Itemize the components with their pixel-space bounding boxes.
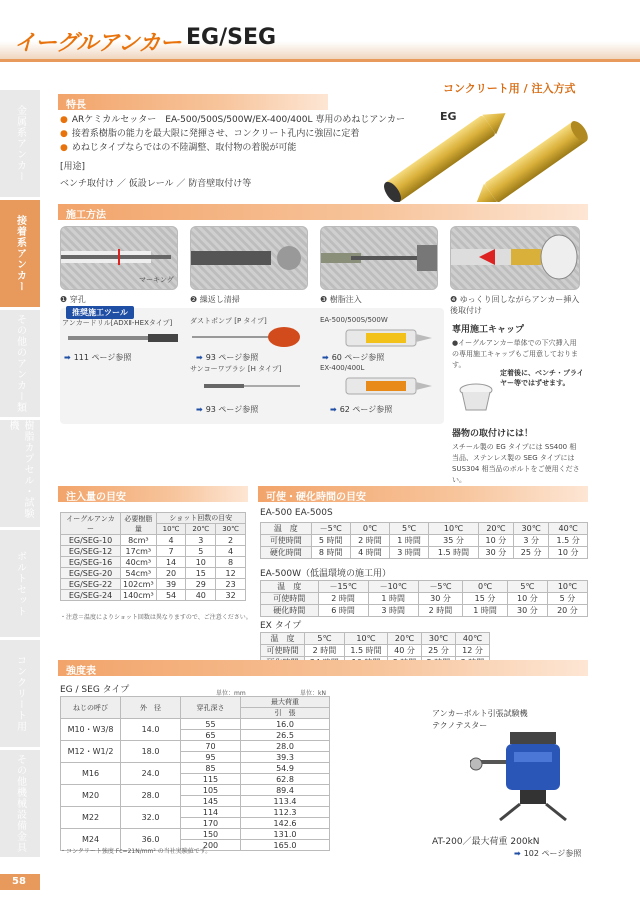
cell-shots: 4: [216, 546, 246, 557]
cure-cell: 30℃: [421, 633, 455, 645]
section-cure-title: 可使・硬化時間の目安: [266, 492, 366, 503]
cure-cell: 35 分: [429, 535, 479, 547]
cure-cell: －5℃: [311, 523, 350, 535]
cell-pull: 142.6: [241, 818, 330, 829]
cure-cell: 12 分: [455, 645, 489, 657]
cure-cell: 5℃: [507, 581, 547, 593]
cure-cell: 25 分: [514, 547, 549, 559]
section-method-title: 施工方法: [66, 210, 106, 221]
drill-image: [68, 330, 180, 344]
cell-depth: 105: [181, 785, 241, 796]
tool-ex-ref[interactable]: ➡ 62 ページ参照: [330, 405, 393, 414]
cure-cell: 40℃: [549, 523, 588, 535]
cell-depth: 65: [181, 730, 241, 741]
cell-name: EG/SEG-16: [61, 557, 121, 568]
cell-name: EG/SEG-24: [61, 590, 121, 601]
product-label: EG: [440, 110, 457, 123]
cure-cell: 30℃: [514, 523, 549, 535]
cure-cell: 1 時間: [368, 593, 418, 605]
cell-pull: 16.0: [241, 719, 330, 730]
feature-item: ● めねじタイプならではの不陸調整、取付物の着脱が可能: [60, 143, 297, 153]
step4-photo: [450, 226, 580, 290]
table-row: [261, 523, 588, 535]
cure-cell: 0℃: [463, 581, 508, 593]
table-row: [61, 829, 330, 840]
section-method-bar: [58, 204, 588, 220]
fix-heading: 器物の取付けには！: [452, 429, 534, 439]
col-need: 必要樹脂量: [121, 513, 157, 535]
step1-photo: [60, 226, 178, 290]
step3-photo: [320, 226, 438, 290]
cure-cell: －15℃: [318, 581, 368, 593]
cell-dia: 28.0: [121, 785, 181, 807]
table-row: [61, 785, 330, 796]
injection-note: ・注意＝温度によりショット回数は異なりますので、ご注意ください。: [60, 614, 252, 621]
row-label: 可使時間: [261, 593, 319, 605]
cell-pull: 112.3: [241, 807, 330, 818]
sidebar-tab[interactable]: その他機械設備金具: [0, 750, 40, 858]
cure-cell: 10℃: [344, 633, 387, 645]
cell-name: EG/SEG-10: [61, 535, 121, 546]
cell-pull: 28.0: [241, 741, 330, 752]
cure-cell: 3 時間: [390, 547, 429, 559]
cure-table-title: EX タイプ: [260, 621, 302, 631]
sidebar-tab[interactable]: コンクリート用: [0, 640, 40, 748]
cap-note: 定着後に、ベンチ・プライヤー等ではずせます。: [500, 369, 584, 387]
fix-text: スチール製の EG タイプには SS400 相当品、ステンレス製の SEG タイプには SUS304 相当品のボルトをご使用ください。: [452, 443, 580, 484]
cure-cell: 2 時間: [418, 605, 463, 617]
col-screw: ねじの呼び: [61, 697, 121, 719]
temp-col: 10℃: [156, 524, 186, 535]
cell-depth: 150: [181, 829, 241, 840]
cell-shots: 40: [186, 590, 216, 601]
ex-cartridge-image: [336, 374, 436, 398]
table-row: [261, 581, 588, 593]
cure-cell: 2 時間: [318, 593, 368, 605]
cell-pull: 113.4: [241, 796, 330, 807]
page-number: 58: [0, 874, 40, 890]
col-pull: 引 張: [241, 708, 330, 719]
cell-name: EG/SEG-20: [61, 568, 121, 579]
cure-table-title: EA-500W（低温環境の施工用）: [260, 569, 391, 579]
cell-depth: 114: [181, 807, 241, 818]
cell-depth: 145: [181, 796, 241, 807]
cell-pull: 62.8: [241, 774, 330, 785]
marking-label: マーキング: [139, 276, 174, 284]
cell-depth: 200: [181, 840, 241, 851]
cap-image: [456, 378, 496, 416]
cure-cell: 30 分: [507, 605, 547, 617]
recommended-tools-pill: 推奨施工ツール: [66, 306, 134, 319]
tester-ref[interactable]: ➡ 102 ページ参照: [514, 849, 582, 858]
ea-cartridge-image: [336, 326, 436, 350]
product-title: イーグルアンカー: [14, 31, 181, 56]
cell-vol: 140cm³: [121, 590, 157, 601]
cure-cell: 1.5 分: [549, 535, 588, 547]
cell-shots: 12: [216, 568, 246, 579]
cure-cell: 1.5 時間: [344, 645, 387, 657]
cure-cell: 40 分: [387, 645, 421, 657]
row-label: 可使時間: [261, 645, 305, 657]
cure-cell: 3 時間: [368, 605, 418, 617]
cure-cell: 20℃: [478, 523, 513, 535]
cell-shots: 23: [216, 579, 246, 590]
tool-drill-ref[interactable]: ➡ 111 ページ参照: [64, 353, 132, 362]
cell-shots: 8: [216, 557, 246, 568]
cell-shots: 7: [156, 546, 186, 557]
cell-shots: 54: [156, 590, 186, 601]
cure-cell: 0℃: [350, 523, 389, 535]
product-subtitle: コンクリート用 / 注入方式: [443, 82, 576, 95]
cell-dia: 24.0: [121, 763, 181, 785]
row-label: 温 度: [261, 523, 312, 535]
table-row: [61, 546, 246, 557]
cap-heading: 専用施工キャップ: [452, 325, 525, 335]
cell-screw: M24: [61, 829, 121, 851]
tester-model: AT-200／最大荷重 200kN: [432, 837, 540, 847]
injection-table: [60, 512, 246, 601]
row-label: 温 度: [261, 633, 305, 645]
cell-shots: 20: [156, 568, 186, 579]
cell-depth: 95: [181, 752, 241, 763]
section-features-bar: [58, 94, 328, 110]
cell-vol: 8cm³: [121, 535, 157, 546]
cure-cell: 3 分: [514, 535, 549, 547]
table-row: [61, 741, 330, 752]
cell-vol: 102cm³: [121, 579, 157, 590]
step-4-label: ❹ ゆっくり回しながらアンカー挿入後取付け: [450, 295, 580, 315]
cure-table-title: EA-500 EA-500S: [260, 508, 333, 518]
brush-image: [204, 378, 304, 394]
cure-cell: 5 時間: [311, 535, 350, 547]
cell-depth: 70: [181, 741, 241, 752]
cell-vol: 54cm³: [121, 568, 157, 579]
row-label: 可使時間: [261, 535, 312, 547]
product-model: EG/SEG: [186, 25, 277, 50]
cure-cell: 20 分: [547, 605, 587, 617]
section-injection-bar: [58, 486, 248, 502]
cell-shots: 5: [186, 546, 216, 557]
unit-kn: 単位：kN: [300, 690, 326, 697]
step-2-label: ❷ 繰返し清掃: [190, 295, 240, 304]
cell-dia: 36.0: [121, 829, 181, 851]
table-row: [61, 719, 330, 730]
section-injection-title: 注入量の目安: [66, 492, 126, 503]
cure-cell: 30 分: [478, 547, 513, 559]
col-anchor: イーグルアンカー: [61, 513, 121, 535]
unit-mm: 単位：mm: [216, 690, 246, 697]
table-row: [261, 645, 490, 657]
cell-depth: 85: [181, 763, 241, 774]
cell-shots: 14: [156, 557, 186, 568]
cell-shots: 39: [156, 579, 186, 590]
cure-cell: 25 分: [421, 645, 455, 657]
cell-vol: 40cm³: [121, 557, 157, 568]
cell-shots: 10: [186, 557, 216, 568]
cure-cell: 5 分: [547, 593, 587, 605]
sidebar-tab[interactable]: その他のアンカー類: [0, 310, 40, 418]
cure-table: [260, 580, 588, 617]
col-shots: ショット回数の目安: [156, 513, 245, 524]
strength-table: [60, 696, 330, 851]
cell-dia: 14.0: [121, 719, 181, 741]
cell-depth: 115: [181, 774, 241, 785]
cell-pull: 89.4: [241, 785, 330, 796]
cure-cell: 10 分: [549, 547, 588, 559]
use-text: ベンチ取付け ／ 仮設レール ／ 防音壁取付け等: [60, 179, 252, 189]
col-depth: 穿孔深さ: [181, 697, 241, 719]
cure-cell: 5℃: [304, 633, 344, 645]
cure-cell: 10 分: [507, 593, 547, 605]
feature-item: ● 接着系樹脂の能力を最大限に発揮させ、コンクリート孔内に強固に定着: [60, 129, 360, 139]
tool-ex-name: EX-400/400L: [320, 364, 365, 372]
col-max: 最大荷重: [241, 697, 330, 708]
section-features-title: 特長: [66, 100, 86, 111]
cell-shots: 4: [156, 535, 186, 546]
tool-pump-ref[interactable]: ➡ 93 ページ参照: [196, 353, 259, 362]
cell-dia: 18.0: [121, 741, 181, 763]
cell-screw: M22: [61, 807, 121, 829]
cure-cell: 30 分: [418, 593, 463, 605]
cure-cell: －10℃: [368, 581, 418, 593]
tester-title: アンカーボルト引張試験機: [432, 709, 528, 718]
cell-pull: 26.5: [241, 730, 330, 741]
cell-dia: 32.0: [121, 807, 181, 829]
cure-cell: 10℃: [429, 523, 479, 535]
step-1-label: ❶ 穿孔: [60, 295, 86, 304]
product-image: [370, 104, 610, 202]
cell-screw: M10・W3/8: [61, 719, 121, 741]
temp-col: 30℃: [216, 524, 246, 535]
table-row: [61, 763, 330, 774]
table-row: [61, 568, 246, 579]
table-row: [61, 590, 246, 601]
table-row: [261, 633, 490, 645]
cap-text: ●イーグルアンカー単体での下穴挿入用の専用施工キャップもご用意しております。: [452, 339, 578, 369]
tester-name: テクノテスター: [432, 721, 488, 730]
cell-pull: 39.3: [241, 752, 330, 763]
table-row: [61, 535, 246, 546]
step-3-label: ❸ 樹脂注入: [320, 295, 362, 304]
cure-cell: 4 時間: [350, 547, 389, 559]
cure-table: [260, 522, 588, 559]
cure-cell: －5℃: [418, 581, 463, 593]
cell-depth: 170: [181, 818, 241, 829]
cell-screw: M12・W1/2: [61, 741, 121, 763]
row-label: 硬化時間: [261, 547, 312, 559]
tool-ea-ref[interactable]: ➡ 60 ページ参照: [322, 353, 385, 362]
table-row: [61, 579, 246, 590]
cure-cell: 6 時間: [318, 605, 368, 617]
table-row: [261, 547, 588, 559]
cure-cell: 2 時間: [304, 645, 344, 657]
cure-cell: 8 時間: [311, 547, 350, 559]
cell-shots: 2: [216, 535, 246, 546]
cell-pull: 54.9: [241, 763, 330, 774]
tool-ea-name: EA-500/500S/500W: [320, 316, 388, 324]
table-row: [61, 807, 330, 818]
cure-cell: 10℃: [547, 581, 587, 593]
tool-brush-ref[interactable]: ➡ 93 ページ参照: [196, 405, 259, 414]
sidebar-tab[interactable]: 樹脂カプセル・試験機: [0, 420, 40, 528]
feature-item: ● ARケミカルセッター EA-500/500S/500W/EX-400/400L 専用のめねじアンカー: [60, 115, 405, 125]
strength-note: ・コンクリート強度 Fc=21N/mm² の当社実験値です。: [60, 848, 212, 855]
cell-pull: 165.0: [241, 840, 330, 851]
cell-shots: 32: [216, 590, 246, 601]
cell-name: EG/SEG-22: [61, 579, 121, 590]
cell-vol: 17cm³: [121, 546, 157, 557]
step2-photo: [190, 226, 308, 290]
tool-pump-name: ダストポンプ [P タイプ]: [190, 317, 267, 325]
temp-col: 20℃: [186, 524, 216, 535]
cell-shots: 15: [186, 568, 216, 579]
sidebar-tab[interactable]: 金属系アンカー: [0, 90, 40, 198]
col-dia: 外 径: [121, 697, 181, 719]
table-row: [261, 605, 588, 617]
row-label: 温 度: [261, 581, 319, 593]
use-heading: [用途]: [60, 162, 86, 172]
section-strength-title: 強度表: [66, 666, 96, 677]
table-row: [261, 593, 588, 605]
cure-cell: 1.5 時間: [429, 547, 479, 559]
sidebar-tab[interactable]: 接着系アンカー: [0, 200, 40, 308]
cell-depth: 55: [181, 719, 241, 730]
cure-cell: 1 時間: [463, 605, 508, 617]
cure-cell: 2 時間: [350, 535, 389, 547]
table-row: [61, 557, 246, 568]
tester-image: [470, 730, 580, 830]
table-row: [261, 535, 588, 547]
cure-cell: 5℃: [390, 523, 429, 535]
tool-drill-name: アンカードリル[ADXⅡ-HEXタイプ]: [62, 319, 173, 327]
dust-pump-image: [192, 326, 302, 348]
tool-brush-name: サンコーワブラシ [H タイプ]: [190, 365, 282, 373]
section-strength-bar: [58, 660, 588, 676]
cell-name: EG/SEG-12: [61, 546, 121, 557]
cure-cell: 40℃: [455, 633, 489, 645]
cell-shots: 29: [186, 579, 216, 590]
row-label: 硬化時間: [261, 605, 319, 617]
cure-cell: 15 分: [463, 593, 508, 605]
cell-screw: M20: [61, 785, 121, 807]
section-cure-bar: [258, 486, 588, 502]
cure-cell: 10 分: [478, 535, 513, 547]
strength-type-title: EG / SEG タイプ: [60, 685, 130, 695]
cell-pull: 131.0: [241, 829, 330, 840]
sidebar-tab[interactable]: ボルトセット: [0, 530, 40, 638]
cell-screw: M16: [61, 763, 121, 785]
cure-cell: 20℃: [387, 633, 421, 645]
cell-shots: 3: [186, 535, 216, 546]
cure-cell: 1 時間: [390, 535, 429, 547]
